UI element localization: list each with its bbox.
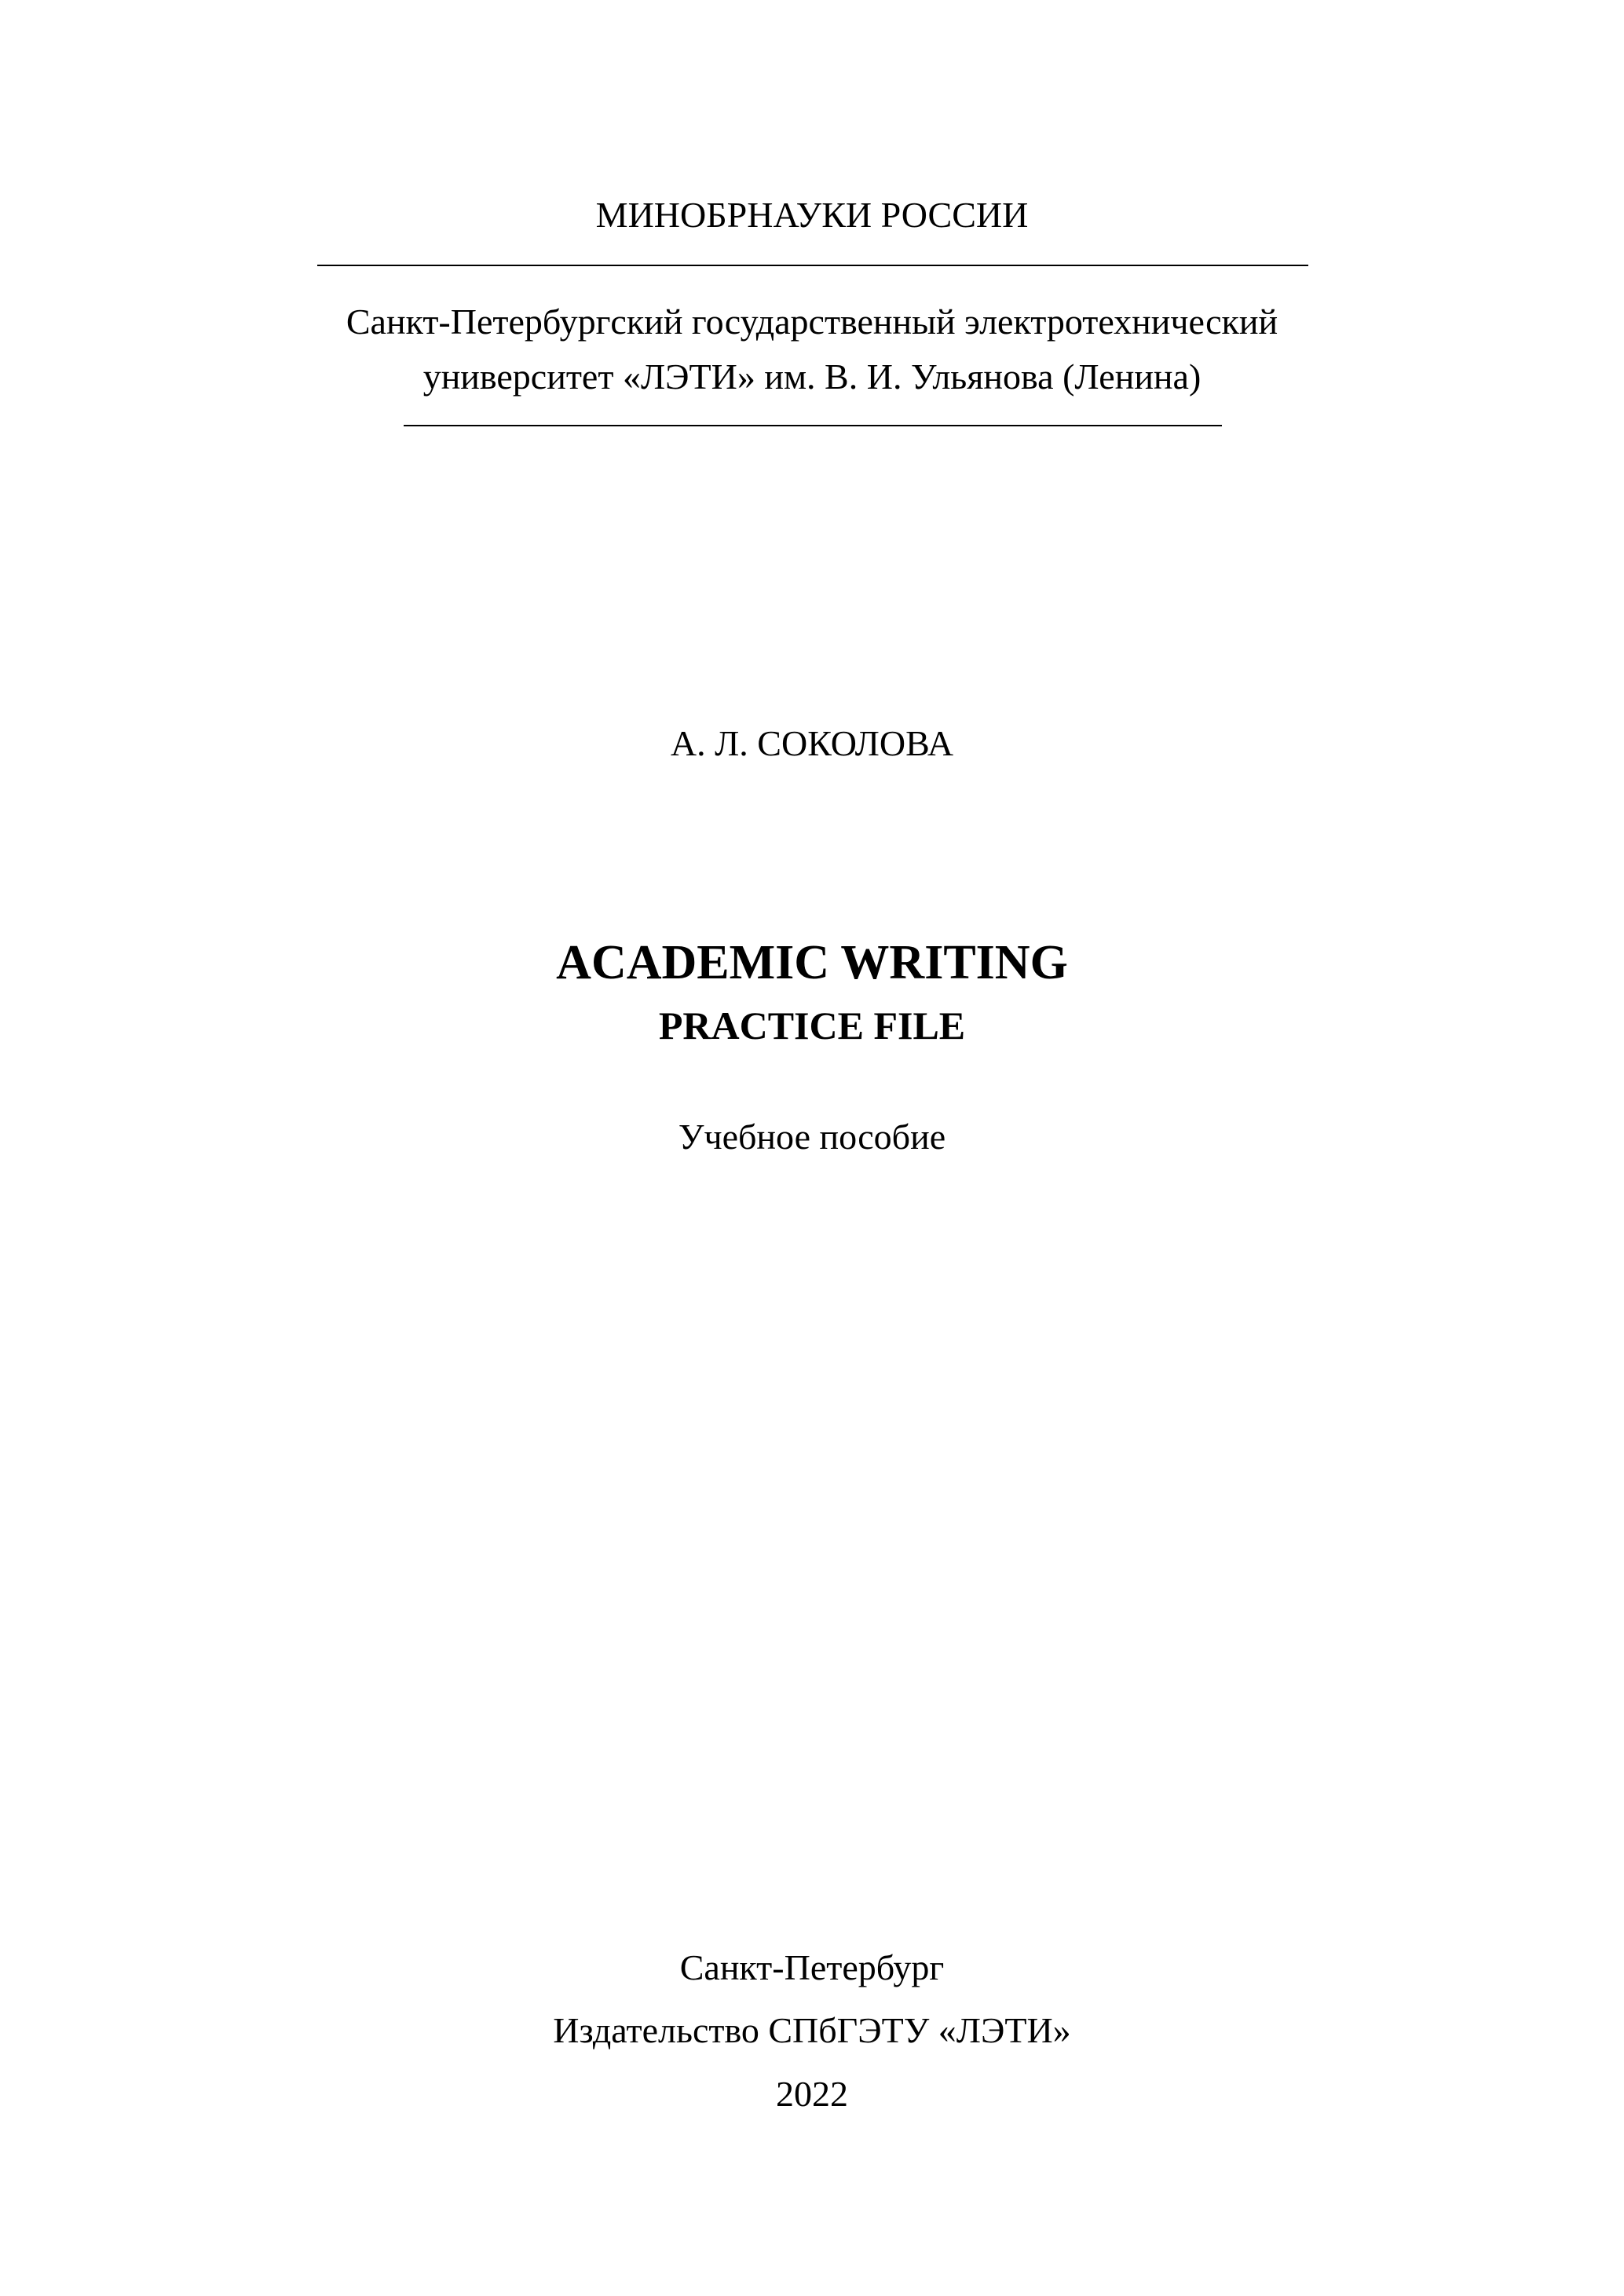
header-divider-bottom xyxy=(404,425,1222,426)
university-name-line-2: университет «ЛЭТИ» им. В. И. Ульянова (Ленина) xyxy=(422,356,1202,397)
university-name-line-1: Санкт-Петербургский государственный электротехнический xyxy=(346,302,1278,342)
ministry-name: МИНОБРНАУКИ РОССИИ xyxy=(595,195,1029,235)
publication-city: Санкт-Петербург xyxy=(679,1947,945,1987)
book-title: ACADEMIC WRITING xyxy=(556,936,1068,989)
publisher-name: Издательство СПбГЭТУ «ЛЭТИ» xyxy=(553,2010,1071,2050)
publication-year: 2022 xyxy=(776,2074,848,2114)
header-divider-top xyxy=(317,265,1308,266)
book-subtitle: PRACTICE FILE xyxy=(658,1004,966,1047)
author-name: А. Л. СОКОЛОВА xyxy=(670,723,954,763)
document-type: Учебное пособие xyxy=(678,1117,946,1157)
